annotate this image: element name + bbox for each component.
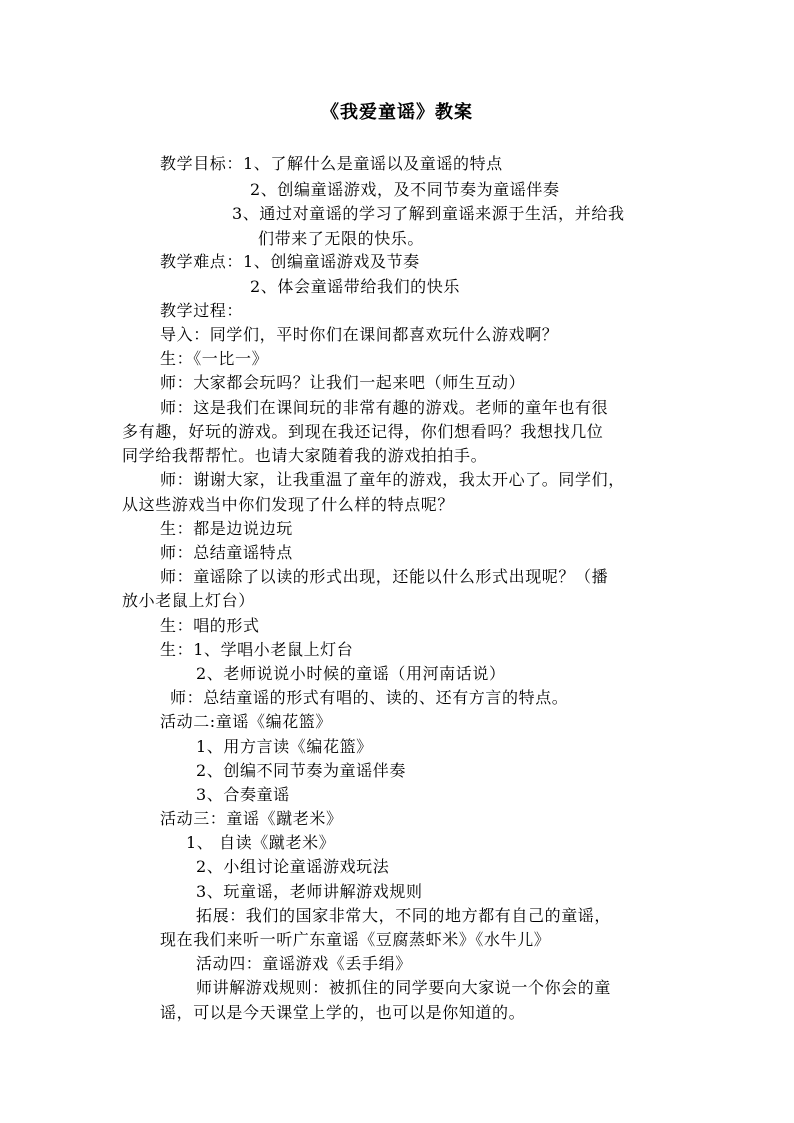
text-line: 生：《一比一》 bbox=[160, 349, 269, 368]
text-line: 活动三：童谣《蹴老米》 bbox=[160, 809, 343, 828]
text-line: 教学目标：1、了解什么是童谣以及童谣的特点 bbox=[160, 154, 503, 173]
text-line: 谣，可以是今天课堂上学的，也可以是你知道的。 bbox=[160, 1003, 526, 1022]
text-line: 2、创编童谣游戏，及不同节奏为童谣伴奏 bbox=[250, 180, 560, 199]
text-line: 活动四：童谣游戏《丢手绢》 bbox=[196, 954, 412, 973]
text-line: 生：唱的形式 bbox=[160, 616, 260, 635]
text-line: 生：都是边说边玩 bbox=[160, 519, 293, 538]
text-line: 放小老鼠上灯台） bbox=[122, 591, 255, 610]
text-line: 1、用方言读《编花篮》 bbox=[196, 737, 373, 756]
text-line: 3、玩童谣，老师讲解游戏规则 bbox=[196, 882, 423, 901]
text-line: 多有趣，好玩的游戏。到现在我还记得，你们想看吗？我想找几位 bbox=[122, 422, 604, 441]
text-line: 从这些游戏当中你们发现了什么样的特点呢？ bbox=[122, 495, 455, 514]
text-line: 教学过程： bbox=[160, 301, 244, 320]
text-line: 2、体会童谣带给我们的快乐 bbox=[250, 277, 460, 296]
text-line: 师讲解游戏规则：被抓住的同学要向大家说一个你会的童 bbox=[196, 978, 612, 997]
text-line: 2、老师说说小时候的童谣（用河南话说） bbox=[196, 664, 506, 683]
text-line: 师：总结童谣特点 bbox=[160, 543, 293, 562]
text-line: 同学给我帮帮忙。也请大家随着我的游戏拍拍手。 bbox=[122, 446, 488, 465]
text-line: 师：总结童谣的形式有唱的、读的、还有方言的特点。 bbox=[170, 688, 569, 707]
text-line: 2、创编不同节奏为童谣伴奏 bbox=[196, 761, 406, 780]
text-line: 师：大家都会玩吗？让我们一起来吧（师生互动） bbox=[160, 373, 526, 392]
text-line: 导入：同学们，平时你们在课间都喜欢玩什么游戏啊？ bbox=[160, 325, 559, 344]
text-line: 师：谢谢大家，让我重温了童年的游戏，我太开心了。同学们， bbox=[160, 470, 625, 489]
text-line: 现在我们来听一听广东童谣《豆腐蒸虾米》《水牛儿》 bbox=[160, 930, 551, 949]
text-line: 教学难点：1、创编童谣游戏及节奏 bbox=[160, 252, 420, 271]
text-line: 3、合奏童谣 bbox=[196, 785, 290, 804]
text-line: 师：这是我们在课间玩的非常有趣的游戏。老师的童年也有很 bbox=[160, 398, 609, 417]
text-line: 2、小组讨论童谣游戏玩法 bbox=[196, 857, 390, 876]
text-line: 生：1、学唱小老鼠上灯台 bbox=[160, 640, 354, 659]
text-line: 3、通过对童谣的学习了解到童谣来源于生活，并给我 bbox=[232, 204, 625, 223]
text-line: 师：童谣除了以读的形式出现，还能以什么形式出现呢？（播 bbox=[160, 567, 609, 586]
text-line: 活动二:童谣《编花篮》 bbox=[160, 712, 332, 731]
text-line: 1、 自读《蹴老米》 bbox=[186, 833, 336, 852]
text-line: 拓展：我们的国家非常大，不同的地方都有自己的童谣， bbox=[196, 906, 612, 925]
document-title: 《我爱童谣》教案 bbox=[321, 102, 473, 123]
text-line: 们带来了无限的快乐。 bbox=[258, 229, 425, 248]
